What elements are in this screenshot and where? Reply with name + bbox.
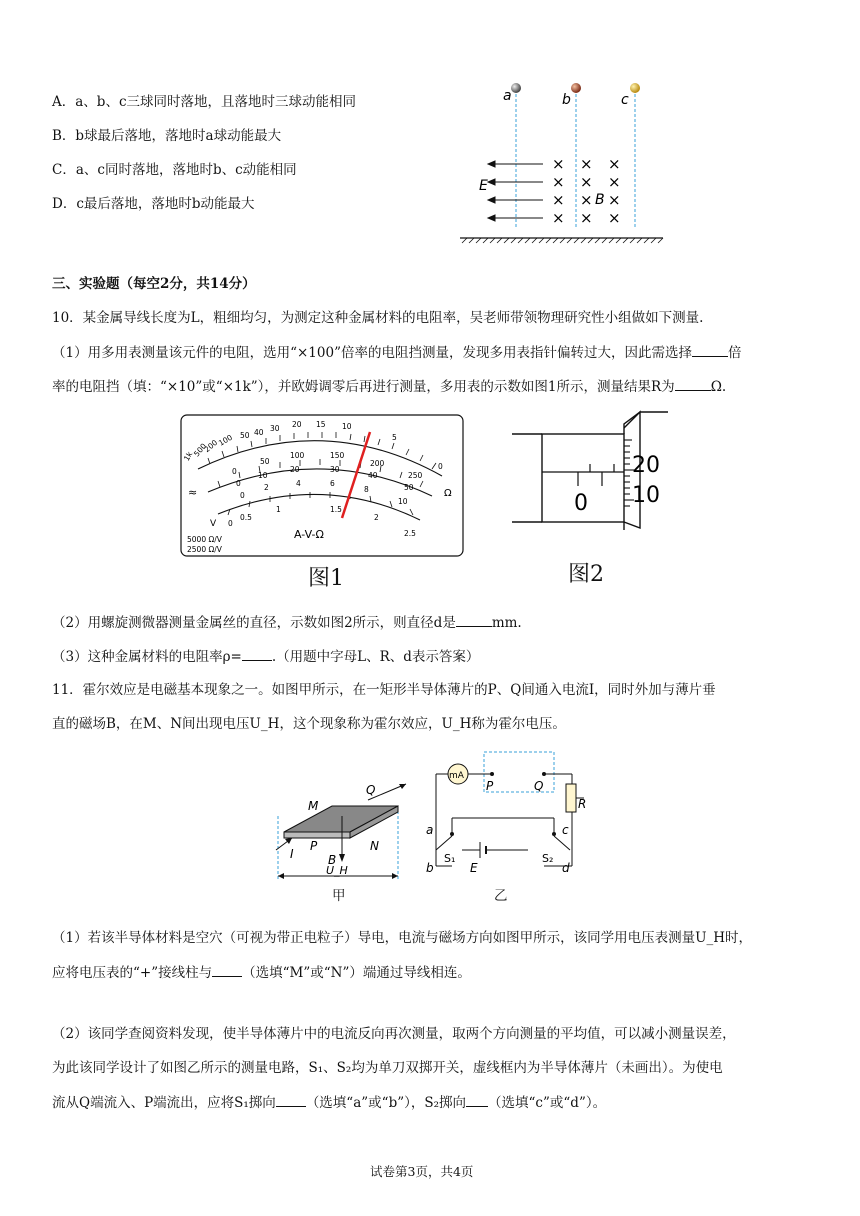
svg-text:5: 5 [392,433,397,442]
q11-part1-line1: （1）若该半导体材料是空穴（可视为带正电粒子）导电，电流与磁场方向如图甲所示，该同学用电压表测量U_H时， [52,930,752,946]
label-b: b [562,92,571,108]
v-symbol: V [210,519,217,529]
page-footer: 试卷第3页，共4页 [370,1164,474,1179]
svg-text:×: × [580,209,593,227]
q10-part2: （2）用螺旋测微器测量金属丝的直径，示数如图2所示，则直径d是 mm. [52,612,522,633]
ball-b [571,83,581,93]
q10-part3: （3）这种金属材料的电阻率ρ= .（用题中字母L、R、d表示答案） [52,646,479,667]
svg-text:50: 50 [260,457,270,466]
fig-yi-caption: 乙 [494,888,508,904]
q10-part1-line1: （1）用多用表测量该元件的电阻，选用“×100”倍率的电阻挡测量，发现多用表指针偏转过大，因此需选择 倍 [52,342,741,363]
svg-text:200: 200 [370,459,385,468]
svg-text:1k: 1k [181,450,195,463]
svg-text:100: 100 [217,432,234,448]
svg-text:P: P [310,839,318,853]
svg-text:0: 0 [438,462,443,471]
svg-text:1.5: 1.5 [330,505,342,514]
answer-blank [466,1092,488,1107]
svg-text:250: 250 [408,471,423,480]
svg-text:d: d [562,861,570,875]
svg-text:×: × [552,155,565,173]
meter-spec-2: 2500 Ω/V [187,545,222,554]
label-c: c [621,92,629,108]
svg-text:2: 2 [264,483,269,492]
ball-a [511,83,521,93]
svg-text:a: a [426,823,434,837]
svg-text:×: × [552,209,565,227]
svg-text:c: c [562,823,569,837]
svg-text:Q: Q [366,783,376,797]
svg-text:10: 10 [398,497,408,506]
svg-text:40: 40 [254,428,264,437]
svg-text:B: B [328,853,337,867]
fig2-caption: 图2 [568,562,604,587]
svg-text:mA: mA [449,771,464,781]
svg-text:4: 4 [296,479,301,488]
option-b: B．b球最后落地，落地时a球动能最大 [52,128,282,144]
svg-text:20: 20 [290,465,300,474]
thimble-10: 10 [632,483,660,508]
svg-text:N: N [370,839,379,853]
hall-effect-figure [270,776,410,886]
svg-text:×: × [580,191,593,209]
q11-part1-line2: 应将电压表的“+”接线柱与 （选填“M”或“N”）端通过导线相连。 [52,962,471,983]
svg-text:S₁: S₁ [444,852,456,865]
multimeter-figure [180,414,464,559]
svg-text:×: × [608,173,621,191]
q11-part2-line2: 为此该同学设计了如图乙所示的测量电路，S₁、S₂均为单刀双掷开关，虚线框内为半导体薄片（未画出）。为使电 [52,1060,723,1076]
svg-text:×: × [552,173,565,191]
svg-text:×: × [608,209,621,227]
svg-text:U_H: U_H [326,864,348,877]
svg-text:×: × [608,191,621,209]
answer-blank [456,612,492,627]
svg-text:40: 40 [368,471,378,480]
q11-part2-line3: 流从Q端流入、P端流出，应将S₁掷向 （选填“a”或“b”），S₂掷向 （选填“c”或“d”）。 [52,1092,606,1113]
option-c: C．a、c同时落地，落地时b、c动能相同 [52,162,297,178]
thimble-20: 20 [632,453,660,478]
svg-text:30: 30 [330,465,340,474]
option-a: A．a、b、c三球同时落地，且落地时三球动能相同 [52,94,356,110]
meter-spec-1: 5000 Ω/V [187,535,222,544]
option-d: D．c最后落地，落地时b动能最大 [52,196,255,212]
svg-text:8: 8 [364,485,369,494]
ohm-symbol: Ω [444,488,452,499]
svg-text:10: 10 [258,471,268,480]
svg-text:E: E [470,861,478,875]
svg-text:6: 6 [330,479,335,488]
svg-text:×: × [552,191,565,209]
svg-text:2: 2 [374,513,379,522]
svg-text:2.5: 2.5 [404,529,416,538]
svg-text:0: 0 [228,519,233,528]
svg-text:S₂: S₂ [542,852,554,865]
label-e: E [479,178,488,194]
ball-c [630,83,640,93]
q11-part2-line1: （2）该同学查阅资料发现，使半导体薄片中的电流反向再次测量，取两个方向测量的平均值，可以减小测量误差， [52,1026,736,1042]
sleeve-zero: 0 [574,491,588,516]
svg-text:30: 30 [270,424,280,433]
section-title: 三、实验题（每空2分，共14分） [52,276,256,292]
svg-text:150: 150 [330,451,345,460]
falling-balls-figure [455,78,670,243]
svg-text:15: 15 [316,420,326,429]
svg-text:×: × [608,155,621,173]
svg-text:M: M [308,799,319,813]
micrometer-figure [510,410,670,530]
svg-text:×: × [580,155,593,173]
hall-circuit-figure [422,750,592,880]
svg-text:500: 500 [192,441,209,459]
fig1-caption: 图1 [308,566,344,591]
svg-text:R: R [578,797,587,811]
svg-text:I: I [290,847,294,861]
svg-text:0: 0 [236,479,241,488]
q10-part1-line2: 率的电阻挡（填：“×10”或“×1k”），并欧姆调零后再进行测量，多用表的示数如图1所示，测量结果R为 Ω. [52,376,726,397]
svg-text:1: 1 [276,505,281,514]
q11-stem-line1: 11．霍尔效应是电磁基本现象之一。如图甲所示，在一矩形半导体薄片的P、Q间通入电流I，同时外加与薄片垂 [52,682,716,698]
svg-text:50: 50 [240,431,250,440]
fig-jia-caption: 甲 [332,888,346,904]
q10-stem: 10．某金属导线长度为L，粗细均匀，为测定这种金属材料的电阻率，吴老师带领物理研究性小组做如下测量. [52,310,704,326]
svg-text:b: b [426,861,434,875]
svg-text:50: 50 [404,483,414,492]
svg-text:20: 20 [292,420,302,429]
answer-blank [276,1092,306,1107]
svg-text:0: 0 [232,467,237,476]
svg-text:0: 0 [240,491,245,500]
q11-stem-line2: 直的磁场B，在M、N间出现电压U_H，这个现象称为霍尔效应，U_H称为霍尔电压。 [52,716,566,732]
svg-text:Q: Q [534,779,544,793]
answer-blank [212,962,242,977]
svg-text:P: P [486,779,494,793]
ac-symbol: ≈ [188,486,198,499]
svg-text:200: 200 [202,437,220,455]
svg-text:×: × [580,173,593,191]
label-a: a [503,88,512,104]
answer-blank [692,342,728,357]
answer-blank [242,646,272,661]
svg-text:10: 10 [342,422,352,431]
label-b-field: B [595,192,605,208]
svg-text:100: 100 [290,451,305,460]
answer-blank [675,376,711,391]
svg-text:0.5: 0.5 [240,513,252,522]
meter-label: A-V-Ω [294,528,324,541]
